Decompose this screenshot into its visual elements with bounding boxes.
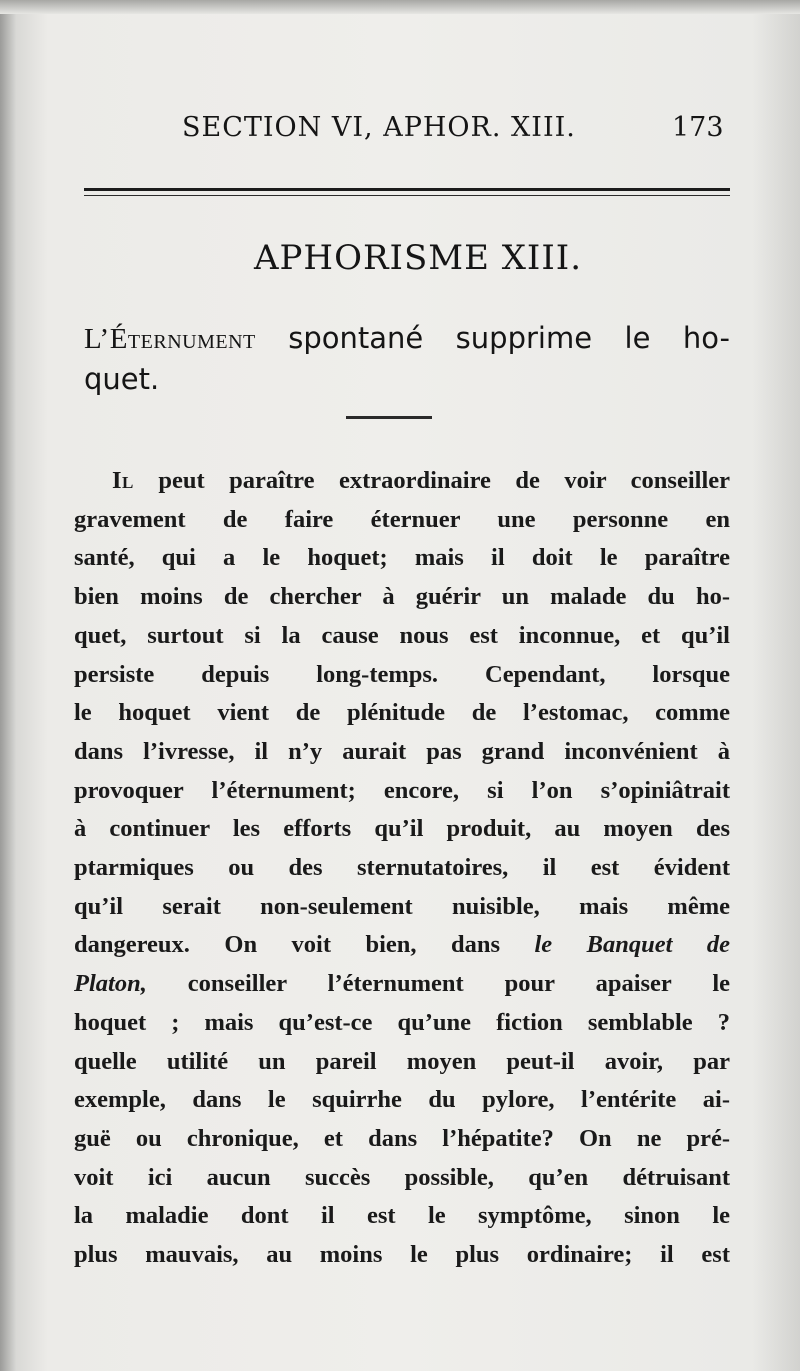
commentary-line: hoquet ; mais qu’est-ce qu’une fiction semblable ? [74, 1008, 730, 1036]
commentary-line: bien moins de chercher à guérir un malade du ho- [74, 583, 730, 611]
header-rule-thin [84, 195, 730, 196]
commentary-line: à continuer les efforts qu’il produit, au moyen des [74, 815, 730, 843]
page-edge-shadow [0, 0, 16, 1371]
aphorism-line-1 [84, 318, 730, 359]
ornament-rule [346, 416, 432, 419]
running-head: SECTION VI, APHOR. XIII. [182, 112, 576, 143]
commentary-line: santé, qui a le hoquet; mais il doit le paraître [74, 544, 730, 572]
commentary-line: la maladie dont il est le symptôme, sinon le [74, 1202, 730, 1230]
aphorism-line-1-rest: spontané supprime le ho- [288, 321, 731, 355]
header-rule-thick [84, 188, 730, 191]
commentary-line: ptarmiques ou des sternutatoires, il est évident [74, 854, 730, 882]
aphorism-line-2: quet. [84, 362, 160, 396]
italic-title: Platon, [74, 970, 147, 998]
commentary-line: quelle utilité un pareil moyen peut-il avoir, par [74, 1047, 730, 1075]
aphorism-lead-word: L’Éternument [84, 323, 256, 355]
commentary-line: persiste depuis long-temps. Cependant, lorsque [74, 660, 730, 688]
commentary-line: exemple, dans le squirrhe du pylore, l’entérite ai- [74, 1086, 730, 1114]
commentary-line: plus mauvais, au moins le plus ordinaire; il est [74, 1241, 730, 1269]
commentary-line: dans l’ivresse, il n’y aurait pas grand inconvénient à [74, 737, 730, 765]
page-number: 173 [672, 112, 724, 143]
commentary-line: gravement de faire éternuer une personne en [74, 505, 730, 533]
commentary-line: voit ici aucun succès possible, qu’en détruisant [74, 1163, 730, 1191]
commentary-line: provoquer l’éternument; encore, si l’on s’opiniâtrait [74, 776, 730, 804]
aphorism-title: APHORISME XIII. [253, 238, 583, 278]
commentary-lead-word: Il [112, 467, 134, 494]
commentary-line: quet, surtout si la cause nous est inconnue, et qu’il [74, 621, 730, 649]
commentary-line: guë ou chronique, et dans l’hépatite? On ne pré- [74, 1124, 730, 1152]
page-top-shadow [0, 0, 800, 14]
aphorism-text [84, 318, 730, 399]
commentary-line: Platon, conseiller l’éternument pour apaiser le [74, 970, 730, 998]
commentary-line: dangereux. On voit bien, dans le Banquet de [74, 931, 730, 959]
commentary-line: qu’il serait non-seulement nuisible, mais même [74, 892, 730, 920]
italic-title: le Banquet de [534, 931, 730, 959]
commentary-text [74, 462, 730, 1275]
commentary-line: Il peut paraître extraordinaire de voir conseiller [112, 467, 730, 494]
commentary-line: le hoquet vient de plénitude de l’estomac, comme [74, 699, 730, 727]
